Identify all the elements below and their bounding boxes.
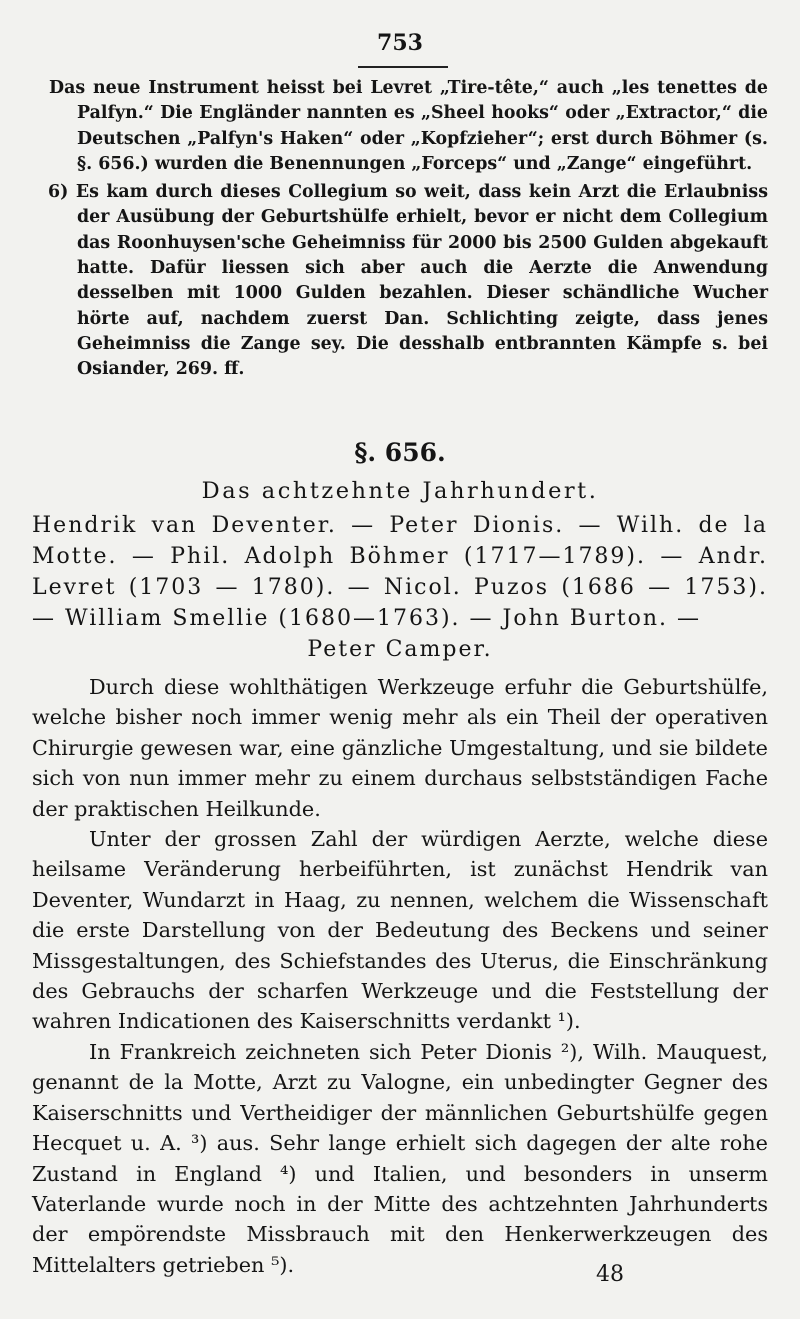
section-title: Das achtzehnte Jahrhundert. bbox=[201, 478, 599, 504]
signature-mark: 48 bbox=[596, 1262, 624, 1287]
footnote-5-continuation: Das neue Instrument heisst bei Levret „Tire-tête,“ auch „les tenettes de Palfyn.“ Die Engländer nannten es „Sheel hooks“ oder „Extractor,“ die Deutschen „Palfyn's Haken“ oder „Kopfzieher“; erst durch Böhmer (s. §. 656.) wurden die Benennungen „Forceps“ und „Zange“ eingeführt. bbox=[49, 78, 768, 174]
section-authors bbox=[32, 510, 768, 665]
footnote-6: 6) Es kam durch dieses Collegium so weit, dass kein Arzt die Erlaubniss der Ausübung der Geburtshülfe erhielt, bevor er nicht dem Collegium das Roonhuysen'sche Geheimniss für 2000 bis 2500 Gulden abgekauft hatte. Dafür liessen sich aber auch die Aerzte die Anwendung desselben mit 1000 Gulden bezahlen. Dieser schändliche Wucher hörte auf, nachdem zuerst Dan. Schlichting zeigte, dass jenes Geheimniss die Zange sey. Die desshalb entbrannten Kämpfe s. bei Osiander, 269. ff. bbox=[48, 182, 768, 380]
authors-last: Peter Camper. bbox=[307, 637, 493, 662]
section-number: §. 656. bbox=[354, 438, 446, 467]
header-rule bbox=[358, 66, 448, 68]
body-text bbox=[32, 672, 768, 1280]
footnotes bbox=[48, 76, 768, 383]
paragraph-1: Durch diese wohlthätigen Werkzeuge erfuhr die Geburtshülfe, welche bisher noch immer wenig mehr als ein Theil der operativen Chirurgie gewesen war, eine gänzliche Umgestaltung, und sie bildete sich von nun immer mehr zu einem durchaus selbstständigen Fache der praktischen Heilkunde. bbox=[32, 675, 768, 821]
page-number: 753 bbox=[377, 30, 423, 56]
paragraph-3: In Frankreich zeichneten sich Peter Dionis ²), Wilh. Mauquest, genannt de la Motte, Arzt zu Valogne, ein unbedingter Gegner des Kaiserschnitts und Vertheidiger der männlichen Geburtshülfe gegen Hecquet u. A. ³) aus. Sehr lange erhielt sich dagegen der alte rohe Zustand in England ⁴) und Italien, und besonders in unserm Vaterlande wurde noch in der Mitte des achtzehnten Jahrhunderts der empörendste Missbrauch mit den Henkerwerkzeugen des Mittelalters getrieben ⁵). bbox=[32, 1039, 768, 1277]
paragraph-2: Unter der grossen Zahl der würdigen Aerzte, welche diese heilsame Veränderung herbeiführten, ist zunächst Hendrik van Deventer, Wundarzt in Haag, zu nennen, welchem die Wissenschaft die erste Darstellung von der Bedeutung des Beckens und seiner Missgestaltungen, des Schiefstandes des Uterus, die Einschränkung des Gebrauchs der scharfen Werkzeuge und die Feststellung der wahren Indicationen des Kaiserschnitts verdankt ¹). bbox=[32, 827, 768, 1034]
authors-list: Hendrik van Deventer. — Peter Dionis. — Wilh. de la Motte. — Phil. Adolph Böhmer (1717—1789). — Andr. Levret (1703 — 1780). — Nicol. Puzos (1686 — 1753). — William Smellie (1680—1763). — John Burton. — bbox=[32, 513, 768, 631]
